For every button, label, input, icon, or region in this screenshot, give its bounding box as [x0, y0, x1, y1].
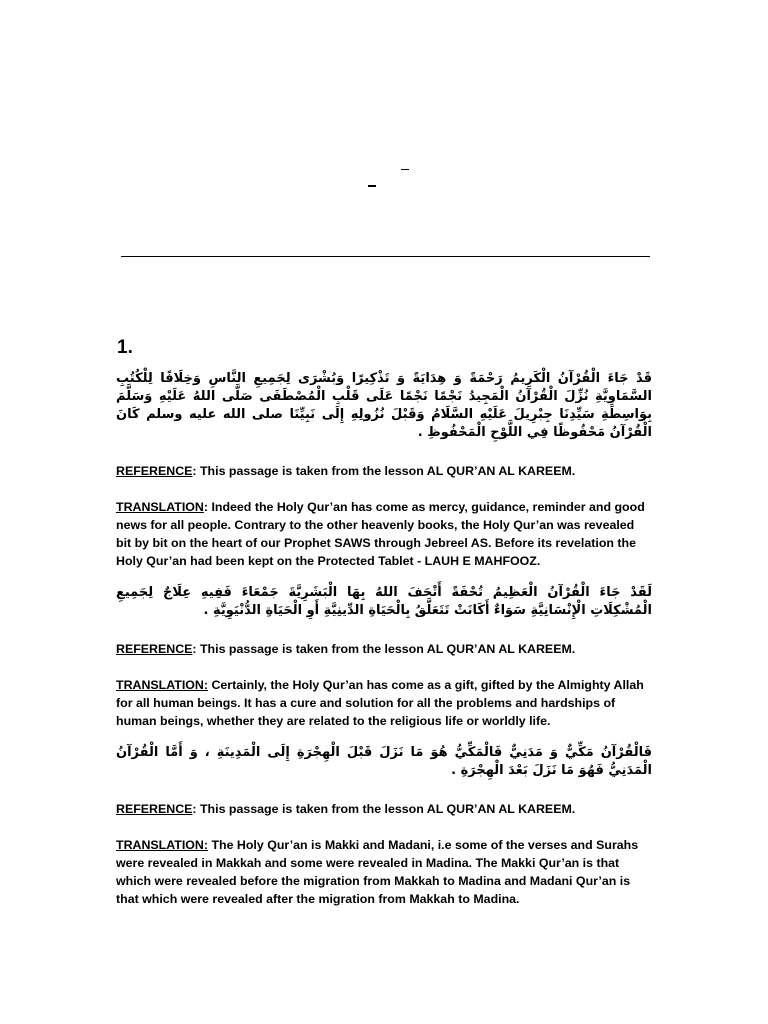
translation-label: TRANSLATION: [116, 678, 208, 692]
arabic-passage-1: قَدْ جَاءَ الْقُرْآنُ الْكَرِيمُ رَحْمَةً وَ هِدَايَةً وَ تَذْكِيرًا وَبُشْرَى لِجَمِيعِ النَّاسِ وَخِلَافًا لِلْكُتُبِ السَّمَاوِيَّةِ نُزِّلَ الْقُرْآنُ الْمَجِيدُ نَجْمًا نَجْمًا عَلَى قَلْبِ الْمُصْطَفَى صَلَّى اللهُ عَلَيْهِ وَسَلَّمَ بِوَاسِطَةِ سَيِّدِنَا جِبْرِيلَ عَلَيْهِ السَّلَامُ وَقَبْلَ نُزُولِهِ إِلَى نَبِيِّنَا صلى الله عليه وسلم كَانَ الْقُرْآنُ مَحْفُوظًا فِي اللَّوْحِ الْمَحْفُوظِ . [116, 371, 652, 440]
reference-text: : This passage is taken from the lesson AL QUR’AN AL KAREEM. [192, 642, 576, 656]
reference-1 [116, 462, 652, 480]
reference-label: REFERENCE [116, 802, 193, 816]
translation-label: TRANSLATION: [116, 838, 208, 852]
translation-2 [116, 676, 652, 730]
horizontal-rule [121, 256, 650, 257]
header-mark-bottom [368, 185, 376, 187]
translation-text: : Indeed the Holy Qur’an has come as mercy, guidance, reminder and good news for all people. Contrary to the other heavenly books, the Holy Qur’an was revealed bit by bit on the heart of our Prophet SAWS through Jebreel AS. Before its revelation the Holy Qur’an had been kept on the Protected Tablet - LAUH E MAHFOOZ. [116, 500, 645, 568]
arabic-passage-3: فَالْقُرْآنُ مَكِّيٌّ وَ مَدَنِيٌّ فَالْمَكِّيُّ هُوَ مَا نَزَلَ قَبْلَ الْهِجْرَةِ إِلَى الْمَدِينَةِ ، وَ أَمَّا الْقُرْآنُ الْمَدَنِيُّ فَهُوَ مَا نَزَلَ بَعْدَ الْهِجْرَةِ . [116, 745, 652, 778]
document-body [116, 336, 652, 908]
section-number: 1. [117, 337, 133, 358]
reference-3 [116, 800, 652, 818]
reference-text: : This passage is taken from the lesson AL QUR’AN AL KAREEM. [192, 802, 576, 816]
translation-text: Certainly, the Holy Qur’an has come as a gift, gifted by the Almighty Allah for all human beings. It has a cure and solution for all the problems and hardships of human beings, whether they are related to the religious life or worldly life. [116, 678, 644, 728]
reference-label: REFERENCE [116, 642, 193, 656]
translation-text: The Holy Qur’an is Makki and Madani, i.e some of the verses and Surahs were revealed in Makkah and some were revealed in Madina. The Makki Qur’an is that which were revealed before the migration from Makkah to Madina and Madani Qur’an is that which were revealed after the migration from Makkah to Madina. [116, 838, 639, 906]
translation-label: TRANSLATION [116, 500, 204, 514]
reference-2 [116, 640, 652, 658]
reference-text: : This passage is taken from the lesson AL QUR’AN AL KAREEM. [192, 464, 576, 478]
reference-label: REFERENCE [116, 464, 193, 478]
arabic-passage-2: لَقَدْ جَاءَ الْقُرْآنُ الْعَظِيمُ تُحْفَةً أَتْحَفَ اللهُ بِهَا الْبَشَرِيَّةَ جَمْعَاءَ فَفِيهِ عِلَاجٌ لِجَمِيعِ الْمُشْكِلَاتِ الْإِنْسَانِيَّةِ سَوَاءٌ أَكَانَتْ تَتَعَلَّقُ بِالْحَيَاةِ الدِّينِيَّةِ أَوِ الْحَيَاةِ الدُّنْيَوِيَّةِ . [116, 585, 652, 618]
header-mark-top [401, 169, 409, 170]
translation-1 [116, 498, 652, 570]
translation-3 [116, 836, 652, 908]
